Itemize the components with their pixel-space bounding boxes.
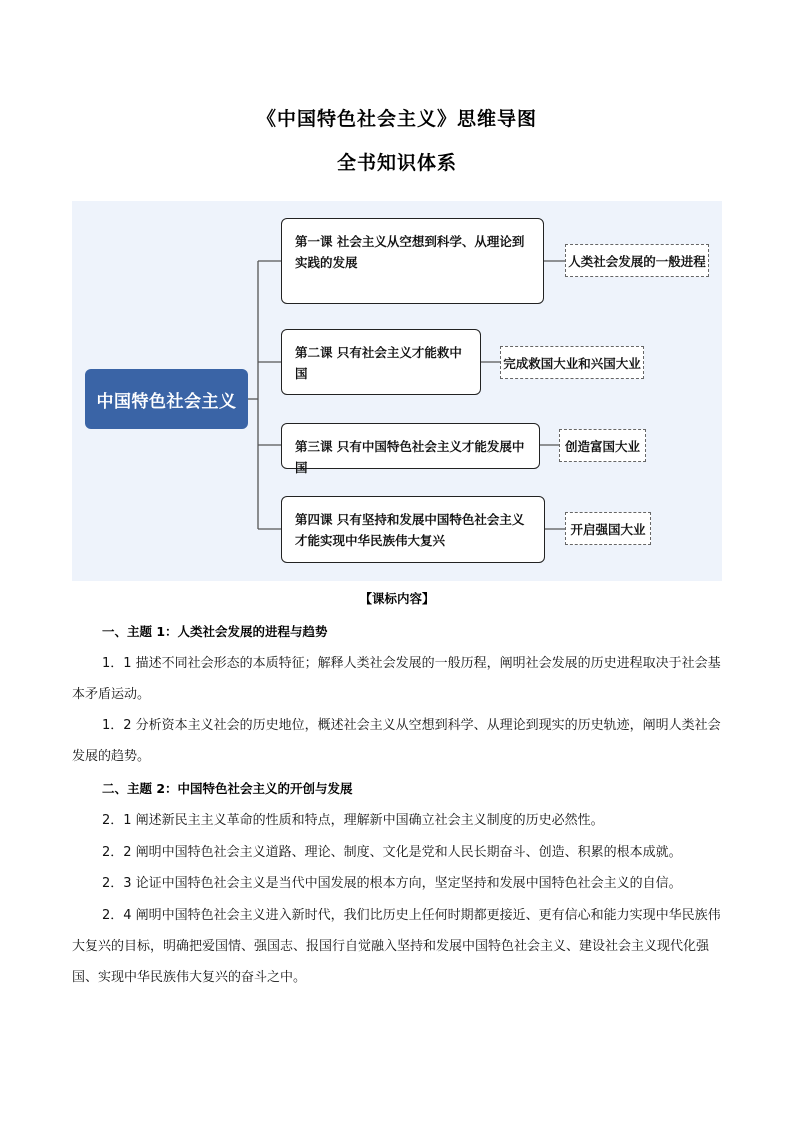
- topic-item: 2．1 阐述新民主主义革命的性质和特点，理解新中国确立社会主义制度的历史必然性。: [102, 813, 604, 828]
- topic-heading-2: 二、主题 2：中国特色社会主义的开创与发展: [102, 781, 353, 796]
- summary-node-2: 完成救国大业和兴国大业: [500, 346, 644, 379]
- topic-item: 1．1 描述不同社会形态的本质特征；解释人类社会发展的一般历程，阐明社会发展的历史进程取决于社会基本矛盾运动。: [72, 656, 721, 702]
- lesson-node-3: 第三课 只有中国特色社会主义才能发展中国: [281, 423, 540, 469]
- mind-map: [72, 201, 722, 581]
- topic-item: 2．4 阐明中国特色社会主义进入新时代，我们比历史上任何时期都更接近、更有信心和能力实现中华民族伟大复兴的目标，明确把爱国情、强国志、报国行自觉融入坚持和发展中国特色社会主义、建设社会主义现代化强国、实现中华民族伟大复兴的奋斗之中。: [72, 908, 721, 985]
- lesson-node-4: 第四课 只有坚持和发展中国特色社会主义才能实现中华民族伟大复兴: [281, 496, 545, 563]
- page-title: 《中国特色社会主义》思维导图: [256, 108, 537, 130]
- topic-item: 2．2 阐明中国特色社会主义道路、理论、制度、文化是党和人民长期奋斗、创造、积累的根本成就。: [102, 845, 682, 860]
- summary-node-1: 人类社会发展的一般进程: [565, 244, 709, 277]
- topic-item: 1．2 分析资本主义社会的历史地位，概述社会主义从空想到科学、从理论到现实的历史轨迹，阐明人类社会发展的趋势。: [72, 718, 721, 764]
- page-subtitle: 全书知识体系: [336, 152, 457, 174]
- lesson-node-2: 第二课 只有社会主义才能救中国: [281, 329, 481, 395]
- topic-heading-1: 一、主题 1：人类社会发展的进程与趋势: [102, 624, 328, 639]
- topic-item: 2．3 论证中国特色社会主义是当代中国发展的根本方向，坚定坚持和发展中国特色社会主义的自信。: [102, 876, 682, 891]
- mind-map-root: 中国特色社会主义: [85, 369, 248, 429]
- summary-node-4: 开启强国大业: [565, 512, 651, 545]
- section-title: 【课标内容】: [359, 591, 435, 606]
- summary-node-3: 创造富国大业: [559, 429, 646, 462]
- lesson-node-1: 第一课 社会主义从空想到科学、从理论到实践的发展: [281, 218, 544, 304]
